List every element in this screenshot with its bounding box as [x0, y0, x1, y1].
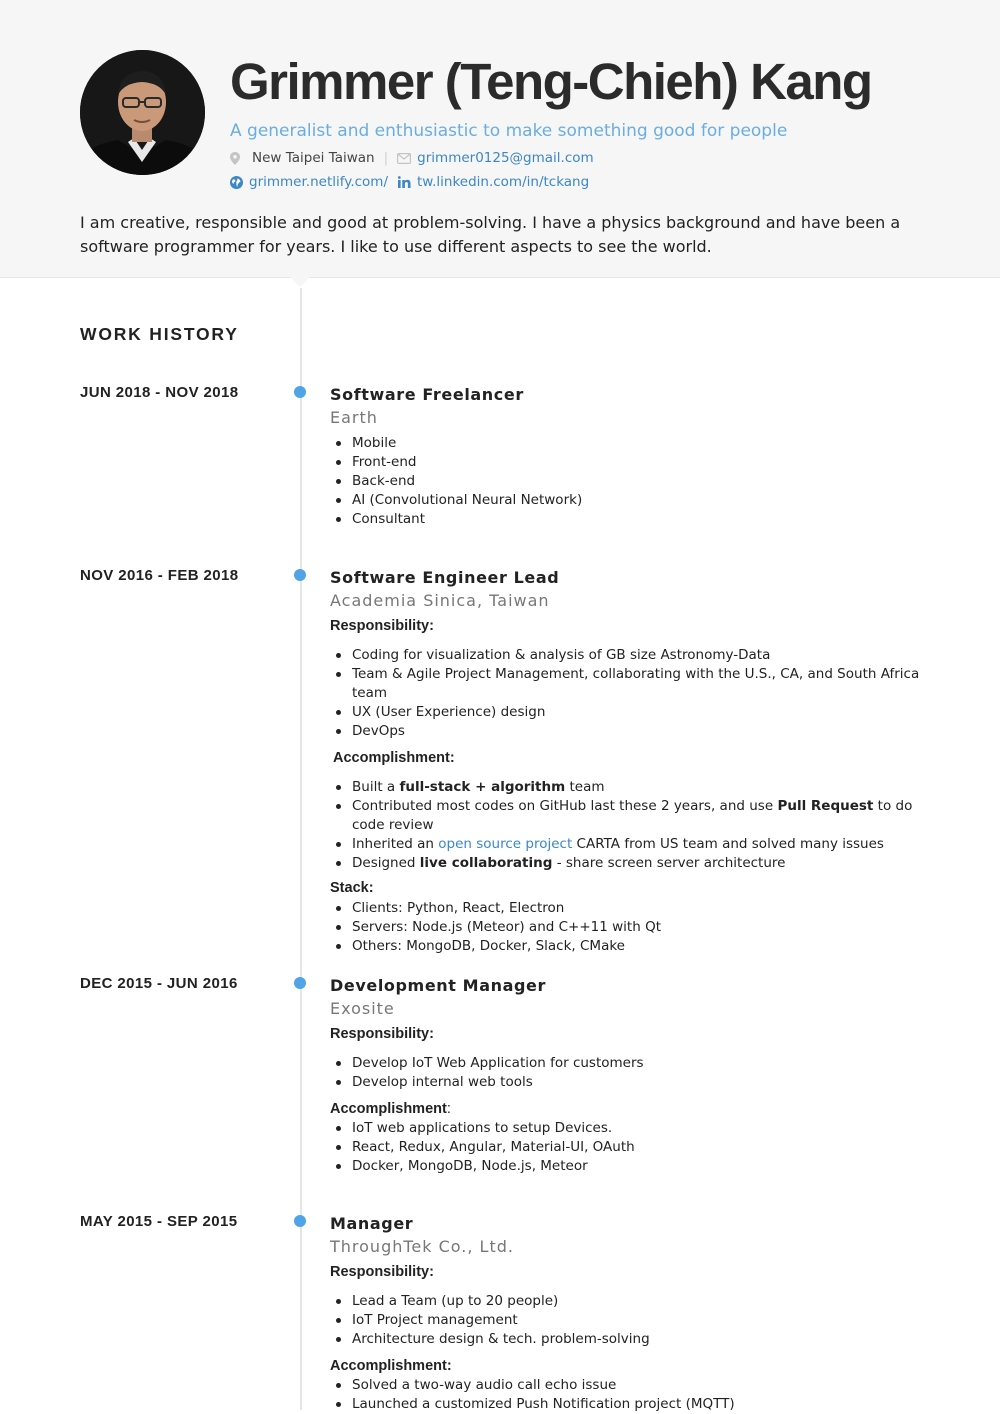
accomplishment-heading: Accomplishment:	[330, 1358, 452, 1374]
profile-summary: I am creative, responsible and good at problem-solving. I have a physics background and have been a software programmer for years. I like to use different aspects to see the world.	[80, 213, 901, 256]
list-item: Servers: Node.js (Meteor) and C++11 with Qt	[330, 918, 920, 937]
job-date: MAY 2015 - SEP 2015	[80, 1213, 238, 1230]
contact-separator: |	[383, 150, 389, 166]
accomplishment-list	[330, 1119, 920, 1176]
list-item: Mobile	[330, 434, 920, 453]
job-company: ThroughTek Co., Ltd.	[330, 1237, 514, 1256]
map-pin-icon	[230, 152, 240, 165]
list-item: Designed live collaborating - share screen server architecture	[330, 854, 920, 873]
responsibility-heading: Responsibility:	[330, 1026, 434, 1042]
globe-icon	[230, 176, 243, 189]
timeline-dot	[294, 569, 306, 581]
job-content	[330, 384, 920, 529]
contact-row-primary	[230, 150, 594, 166]
list-item: Docker, MongoDB, Node.js, Meteor	[330, 1157, 920, 1176]
job-company: Exosite	[330, 999, 395, 1018]
list-item: React, Redux, Angular, Material-UI, OAuth	[330, 1138, 920, 1157]
list-item: Built a full-stack + algorithm team	[330, 778, 920, 797]
section-title-work-history: WORK HISTORY	[80, 324, 239, 344]
job-title: Manager	[330, 1214, 414, 1233]
responsibility-heading: Responsibility:	[330, 1264, 434, 1280]
list-item: IoT web applications to setup Devices.	[330, 1119, 920, 1138]
envelope-icon	[397, 153, 411, 164]
list-item: DevOps	[330, 722, 920, 741]
job-title: Development Manager	[330, 976, 546, 995]
list-item: Back-end	[330, 472, 920, 491]
list-item: IoT Project management	[330, 1311, 920, 1330]
timeline-line	[300, 288, 302, 1410]
list-item: Team & Agile Project Management, collaborating with the U.S., CA, and South Africa team	[330, 665, 920, 703]
stack-list	[330, 899, 920, 956]
list-item: Others: MongoDB, Docker, Slack, CMake	[330, 937, 920, 956]
responsibility-list	[330, 1292, 920, 1349]
accomplishment-list	[330, 778, 920, 873]
contact-row-links	[230, 174, 589, 190]
list-item: Inherited an open source project CARTA from US team and solved many issues	[330, 835, 920, 854]
job-title: Software Freelancer	[330, 385, 524, 404]
website-link[interactable]: grimmer.netlify.com/	[249, 174, 388, 190]
job-company: Earth	[330, 408, 378, 427]
list-item: Develop internal web tools	[330, 1073, 920, 1092]
linkedin-link[interactable]: tw.linkedin.com/in/tckang	[417, 174, 590, 190]
timeline-dot	[294, 1215, 306, 1227]
resume-header	[0, 0, 1000, 278]
job-content	[330, 975, 920, 1176]
list-item: Lead a Team (up to 20 people)	[330, 1292, 920, 1311]
profile-photo	[80, 50, 205, 175]
candidate-name: Grimmer (Teng-Chieh) Kang	[230, 53, 872, 110]
job-company: Academia Sinica, Taiwan	[330, 591, 550, 610]
list-item: Contributed most codes on GitHub last these 2 years, and use Pull Request to do code review	[330, 797, 920, 835]
job-content	[330, 1213, 920, 1414]
list-item: Architecture design & tech. problem-solving	[330, 1330, 920, 1349]
list-item: UX (User Experience) design	[330, 703, 920, 722]
list-item: Develop IoT Web Application for customers	[330, 1054, 920, 1073]
job-date: NOV 2016 - FEB 2018	[80, 567, 239, 584]
list-item: Launched a customized Push Notification project (MQTT)	[330, 1395, 920, 1414]
email-link[interactable]: grimmer0125@gmail.com	[417, 150, 594, 166]
job-date: DEC 2015 - JUN 2016	[80, 975, 238, 992]
job-title: Software Engineer Lead	[330, 568, 560, 587]
list-item: Consultant	[330, 510, 920, 529]
header-notch	[290, 277, 310, 287]
timeline-dot	[294, 386, 306, 398]
responsibility-heading: Responsibility:	[330, 618, 434, 634]
open-source-project-link[interactable]: open source project	[438, 836, 573, 852]
responsibility-list	[330, 1054, 920, 1092]
list-item: Coding for visualization & analysis of GB size Astronomy-Data	[330, 646, 920, 665]
tagline: A generalist and enthusiastic to make something good for people	[230, 121, 788, 141]
accomplishment-heading: Accomplishment:	[330, 1101, 451, 1117]
accomplishment-list	[330, 1376, 920, 1414]
timeline-dot	[294, 977, 306, 989]
list-item: Clients: Python, React, Electron	[330, 899, 920, 918]
stack-heading: Stack:	[330, 880, 374, 896]
list-item: Front-end	[330, 453, 920, 472]
location-text: New Taipei Taiwan	[252, 150, 375, 166]
job-content	[330, 567, 920, 956]
list-item: Solved a two-way audio call echo issue	[330, 1376, 920, 1395]
list-item: AI (Convolutional Neural Network)	[330, 491, 920, 510]
linkedin-icon	[398, 176, 411, 188]
accomplishment-heading: Accomplishment:	[333, 750, 455, 766]
job-items	[330, 434, 920, 529]
job-date: JUN 2018 - NOV 2018	[80, 384, 239, 401]
responsibility-list	[330, 646, 920, 741]
